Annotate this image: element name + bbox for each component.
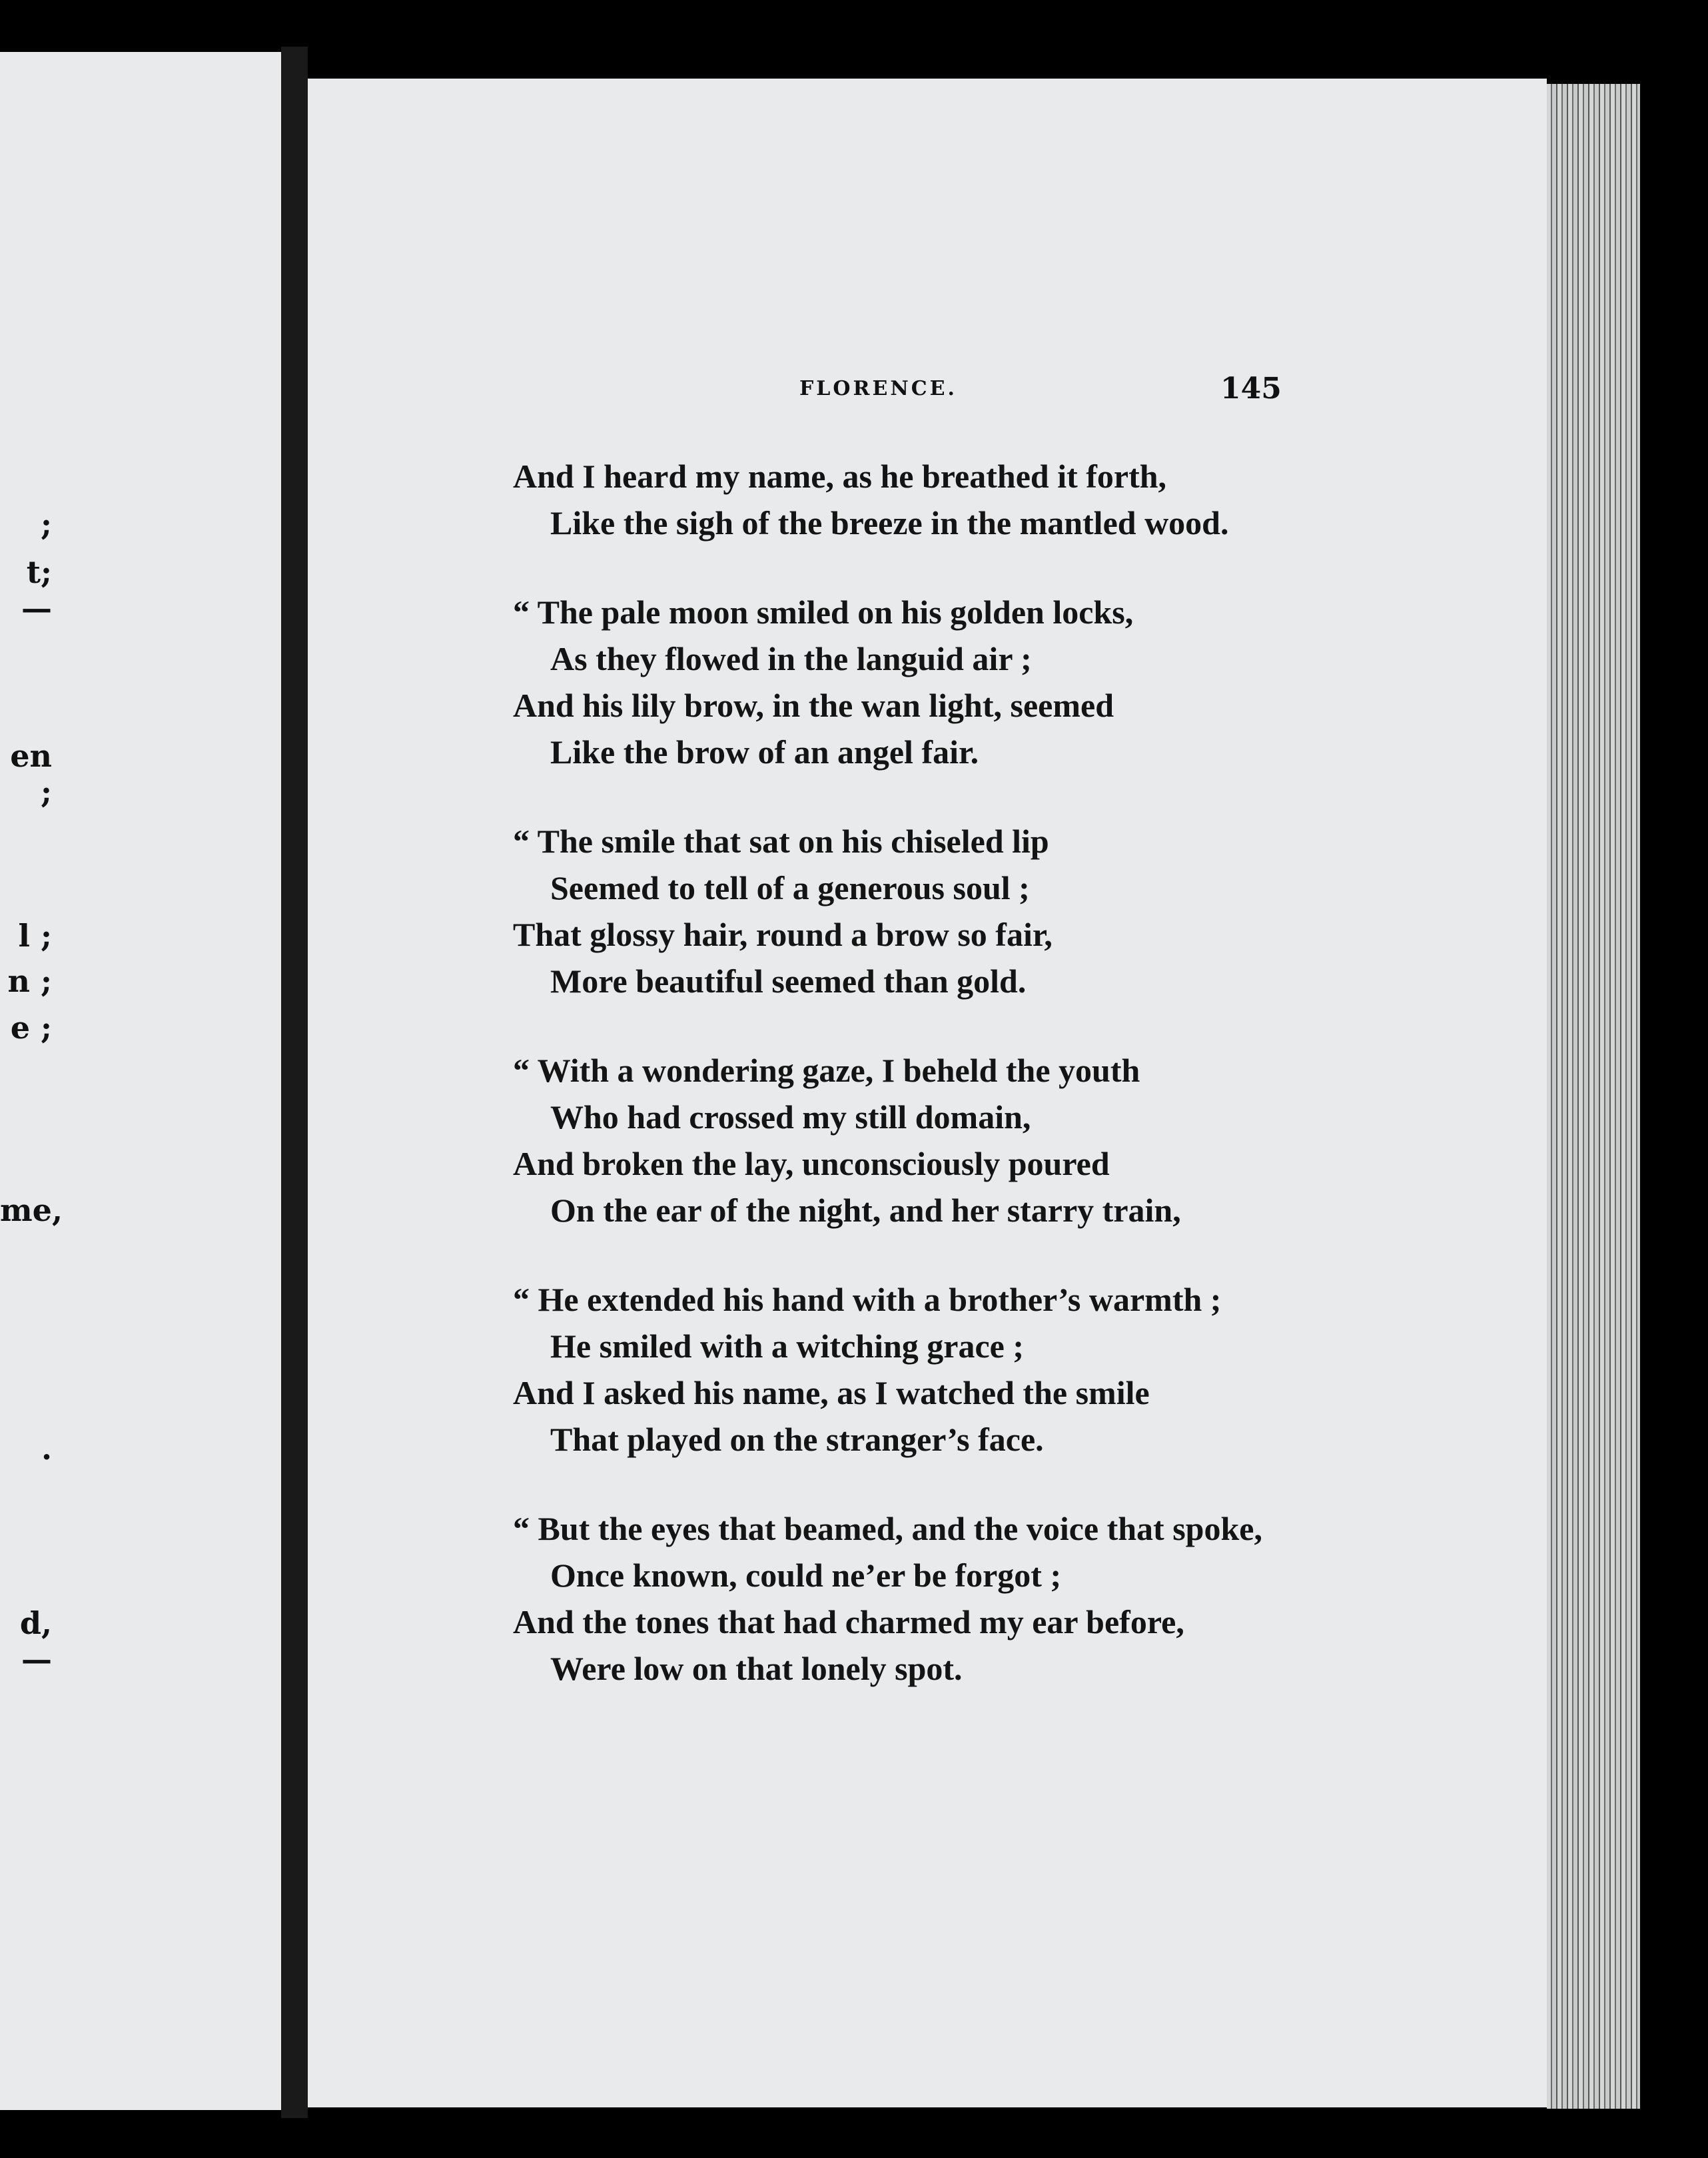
left-page-fragment: en ; xyxy=(10,738,52,810)
stanza xyxy=(513,589,1312,775)
poem-line: “ He extended his hand with a brother’s warmth ; xyxy=(513,1281,1222,1318)
poem-line: “ With a wondering gaze, I beheld the youth xyxy=(513,1052,1140,1089)
stanza xyxy=(513,818,1312,1004)
left-page-fragment: t;— xyxy=(21,554,52,626)
poem-line: Once known, could ne’er be forgot ; xyxy=(550,1557,1062,1594)
poem-line: As they flowed in the languid air ; xyxy=(550,640,1032,677)
stanza xyxy=(513,1505,1312,1692)
poem-line: And the tones that had charmed my ear before, xyxy=(513,1603,1184,1640)
poem-line: Like the sigh of the breeze in the mantled wood. xyxy=(550,504,1229,541)
stanza xyxy=(513,453,1312,546)
stanza xyxy=(513,1047,1312,1234)
poem-line: He smiled with a witching grace ; xyxy=(550,1327,1025,1365)
poem-line: “ The pale moon smiled on his golden locks, xyxy=(513,593,1134,631)
left-page-fragment: ; xyxy=(41,506,52,542)
book-gutter xyxy=(281,47,308,2118)
stanza xyxy=(513,1276,1312,1463)
left-page xyxy=(0,52,281,2110)
poem-body xyxy=(513,453,1312,1734)
poem-line: “ The smile that sat on his chiseled lip xyxy=(513,823,1049,860)
left-page-fragment: l ; xyxy=(18,918,52,954)
poem-line: On the ear of the night, and her starry train, xyxy=(550,1192,1181,1229)
left-page-fragment: e ; xyxy=(10,1010,52,1046)
poem-line: That glossy hair, round a brow so fair, xyxy=(513,916,1053,953)
poem-line: Who had crossed my still domain, xyxy=(550,1098,1031,1136)
poem-line: And I asked his name, as I watched the smile xyxy=(513,1374,1150,1411)
poem-line: Seemed to tell of a generous soul ; xyxy=(550,869,1030,906)
poem-line: Like the brow of an angel fair. xyxy=(550,733,979,771)
left-page-fragment: . xyxy=(41,1431,52,1467)
page-header xyxy=(0,372,1708,417)
poem-line: “ But the eyes that beamed, and the voice that spoke, xyxy=(513,1510,1262,1547)
poem-line: And I heard my name, as he breathed it forth, xyxy=(513,458,1167,495)
poem-line: And his lily brow, in the wan light, seemed xyxy=(513,687,1114,724)
poem-line: Were low on that lonely spot. xyxy=(550,1650,963,1687)
left-page-fragment: n ; xyxy=(7,963,52,999)
left-page-fragment: me, xyxy=(0,1192,63,1228)
poem-line: And broken the lay, unconsciously poured xyxy=(513,1145,1110,1182)
poem-line: More beautiful seemed than gold. xyxy=(550,962,1027,1000)
running-title: FLORENCE. xyxy=(799,377,957,400)
poem-line: That played on the stranger’s face. xyxy=(550,1421,1044,1458)
left-page-fragment: d,— xyxy=(19,1605,52,1677)
page-number: 145 xyxy=(1220,372,1282,406)
